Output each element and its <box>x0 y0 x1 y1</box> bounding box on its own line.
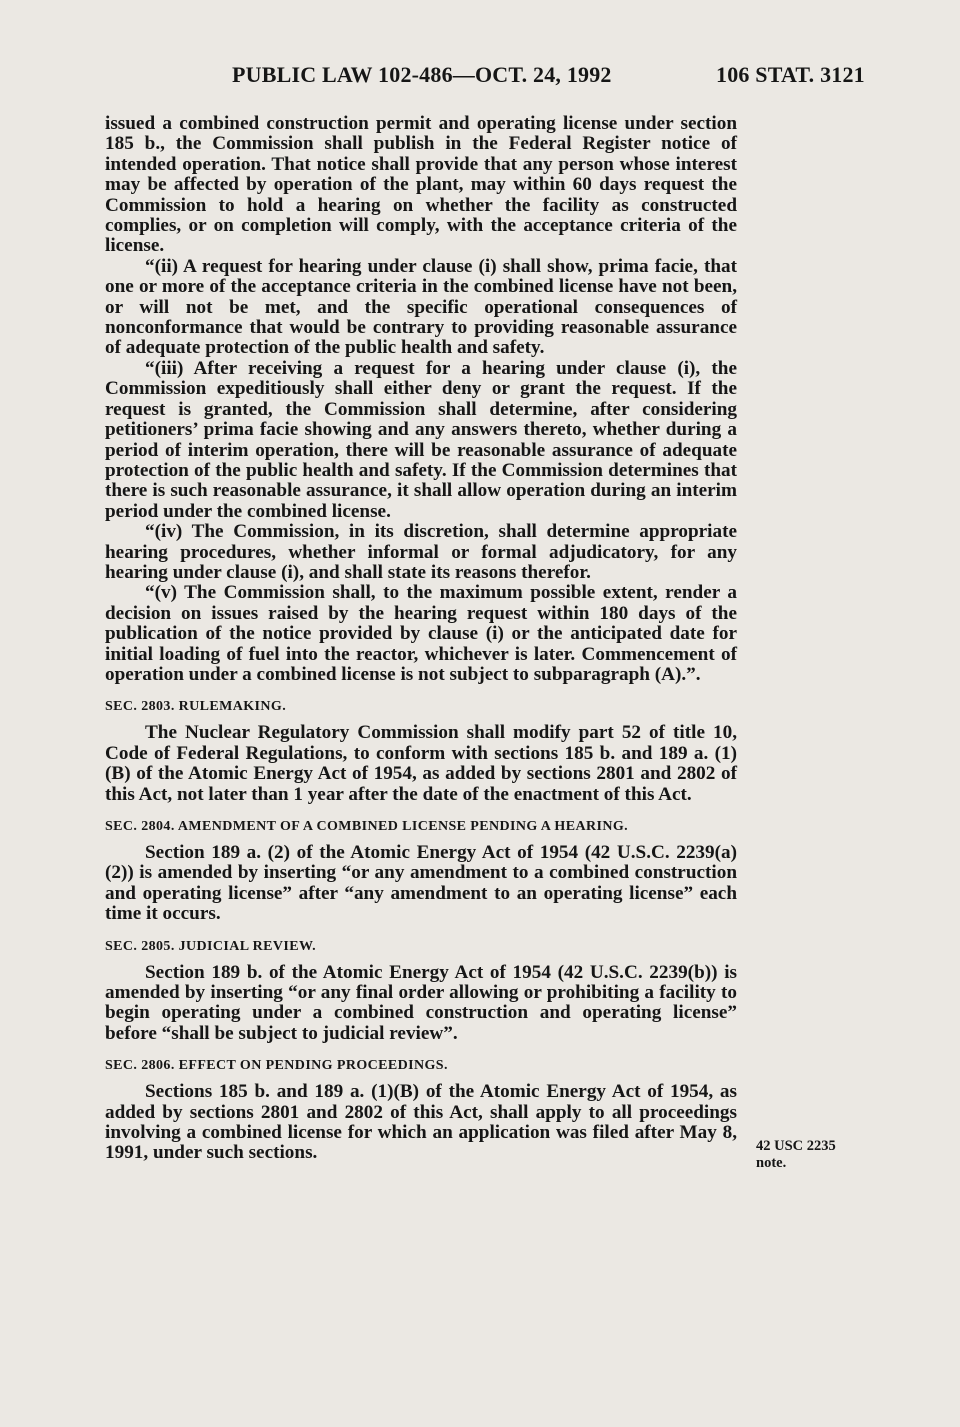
paragraph-clause-v: “(v) The Commission shall, to the maximum possible extent, render a decision on issues raised by the hearing request within 180 days of the publication of the notice provided by clause (i) or the anticipated date for initial loading of fuel into the reactor, whichever is later. Commencement of operation under a combined license is not subject to subparagraph (A).”. <box>105 582 737 685</box>
page-header <box>0 62 960 92</box>
section-text-2804: Section 189 a. (2) of the Atomic Energy Act of 1954 (42 U.S.C. 2239(a)(2)) is amended by inserting “or any amendment to a combined construction and operating license” after “any amendment to an operating license” each time it occurs. <box>105 842 737 925</box>
section-heading-2803: SEC. 2803. RULEMAKING. <box>105 699 287 715</box>
paragraph-clause-iv: “(iv) The Commission, in its discretion, shall determine appropriate hearing procedures, whether informal or formal adjudicatory, for any hearing under clause (i), and shall state its reasons therefor. <box>105 521 737 583</box>
section-heading-2804: SEC. 2804. AMENDMENT OF A COMBINED LICENSE PENDING A HEARING. <box>105 819 629 834</box>
paragraph-continuation: issued a combined construction permit and operating license under section 185 b., the Commission shall publish in the Federal Register notice of intended operation. That notice shall provide that any person whose interest may be affected by operation of the plant, may within 60 days request the Commission to hold a hearing on whether the facility as constructed complies, or on completion will comply, with the acceptance criteria of the license. <box>105 113 737 257</box>
public-law-title: PUBLIC LAW 102-486—OCT. 24, 1992 <box>232 62 612 87</box>
section-text-2803: The Nuclear Regulatory Commission shall modify part 52 of title 10, Code of Federal Regulations, to conform with sections 185 b. and 189 a. (1)(B) of the Atomic Energy Act of 1954, as added by sections 2801 and 2802 of this Act, not later than 1 year after the date of the enactment of this Act. <box>105 722 737 805</box>
document-body <box>105 114 737 1164</box>
section-text-2806: Sections 185 b. and 189 a. (1)(B) of the Atomic Energy Act of 1954, as added by sections 2801 and 2802 of this Act, shall apply to all proceedings involving a combined license for which an application was filed after May 8, 1991, under such sections. <box>105 1081 737 1164</box>
section-heading-2806: SEC. 2806. EFFECT ON PENDING PROCEEDINGS. <box>105 1058 448 1074</box>
statute-page-number: 106 STAT. 3121 <box>716 62 865 87</box>
paragraph-clause-iii: “(iii) After receiving a request for a hearing under clause (i), the Commission expeditiously shall either deny or grant the request. If the request is granted, the Commission shall determine, after considering petitioners’ prima facie showing and any answers thereto, whether during a period of interim operation, there will be reasonable assurance of adequate protection of the public health and safety. If the Commission determines that there is such reasonable assurance, it shall allow operation during an interim period under the combined license. <box>105 357 737 522</box>
section-text-2805: Section 189 b. of the Atomic Energy Act of 1954 (42 U.S.C. 2239(b)) is amended by inserting “or any final order allowing or prohibiting a facility to begin operating under a combined construction and operating license” before “shall be subject to judicial review”. <box>105 961 737 1044</box>
paragraph-clause-ii: “(ii) A request for hearing under clause (i) shall show, prima facie, that one or more of the acceptance criteria in the combined license have not been, or will not be met, and the specific operational consequences of nonconformance that would be contrary to providing reasonable assurance of adequate protection of the public health and safety. <box>105 255 737 359</box>
margin-citation-note: 42 USC 2235 note. <box>756 1138 836 1171</box>
section-heading-2805: SEC. 2805. JUDICIAL REVIEW. <box>105 938 316 954</box>
